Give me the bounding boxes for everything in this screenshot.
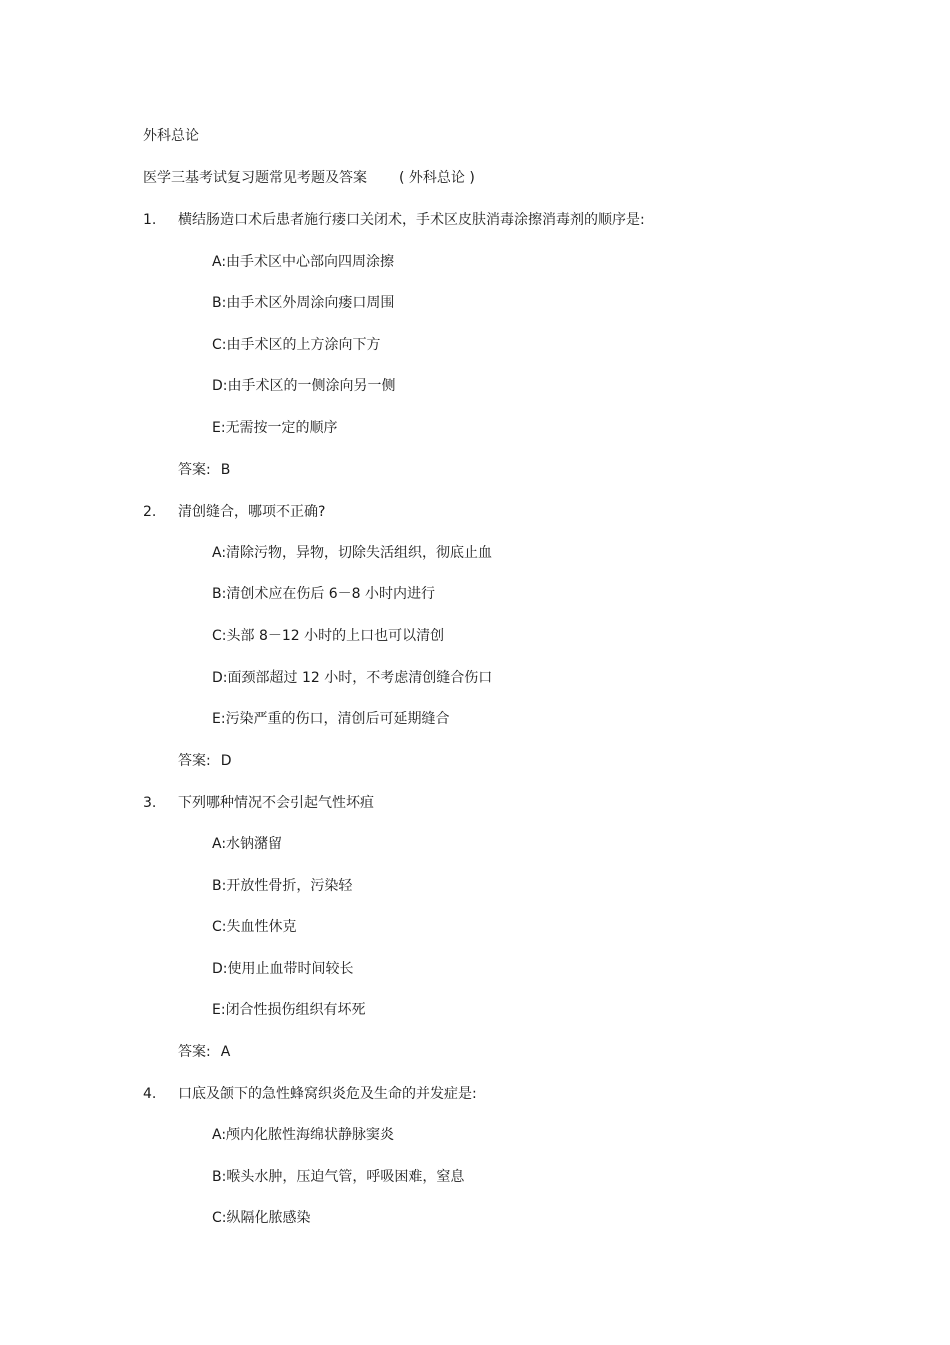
option-c: C:由手术区的上方涂向下方: [212, 337, 381, 353]
answer-label: 答案:: [178, 1044, 211, 1060]
answer-line: [178, 751, 232, 771]
answer-label: 答案:: [178, 462, 211, 478]
answer-line: [178, 460, 230, 480]
answer-value: B: [220, 462, 231, 478]
answer-line: [178, 1042, 230, 1062]
question-text: 横结肠造口术后患者施行瘘口关闭术，手术区皮肤消毒涂擦消毒剂的顺序是:: [178, 212, 645, 228]
option-c: C:头部 8－12 小时的上口也可以清创: [212, 628, 445, 644]
option-b: B:开放性骨折，污染轻: [212, 878, 353, 894]
option-b: B:由手术区外周涂向瘘口周围: [212, 295, 395, 311]
question-number: 3.: [143, 795, 157, 811]
option-a: A:水钠潴留: [212, 836, 283, 852]
question-text: 下列哪种情况不会引起气性坏疽: [178, 795, 374, 811]
option-b: B:清创术应在伤后 6－8 小时内进行: [212, 586, 436, 602]
subtitle-paren: ( 外科总论 ): [399, 170, 475, 186]
answer-value: A: [220, 1044, 231, 1060]
option-c: C:失血性休克: [212, 919, 297, 935]
question-number: 4.: [143, 1086, 157, 1102]
document-title: 外科总论: [143, 128, 199, 144]
option-a: A:由手术区中心部向四周涂擦: [212, 254, 395, 270]
option-e: E:污染严重的伤口，清创后可延期缝合: [212, 711, 450, 727]
option-b: B:喉头水肿，压迫气管，呼吸困难，窒息: [212, 1169, 465, 1185]
option-e: E:无需按一定的顺序: [212, 420, 338, 436]
option-d: D:使用止血带时间较长: [212, 961, 354, 977]
option-a: A:清除污物，异物，切除失活组织，彻底止血: [212, 545, 493, 561]
question-number: 2.: [143, 504, 157, 520]
subtitle-main: 医学三基考试复习题常见考题及答案: [143, 170, 367, 186]
option-c: C:纵隔化脓感染: [212, 1210, 311, 1226]
option-d: D:由手术区的一侧涂向另一侧: [212, 378, 396, 394]
answer-value: D: [220, 753, 232, 769]
option-a: A:颅内化脓性海绵状静脉窦炎: [212, 1127, 395, 1143]
option-e: E:闭合性损伤组织有坏死: [212, 1002, 366, 1018]
question-text: 清创缝合，哪项不正确?: [178, 504, 326, 520]
document-subtitle: [143, 168, 475, 188]
question-number: 1.: [143, 212, 157, 228]
option-d: D:面颈部超过 12 小时，不考虑清创缝合伤口: [212, 670, 493, 686]
answer-label: 答案:: [178, 753, 211, 769]
question-text: 口底及颌下的急性蜂窝织炎危及生命的并发症是:: [178, 1086, 477, 1102]
